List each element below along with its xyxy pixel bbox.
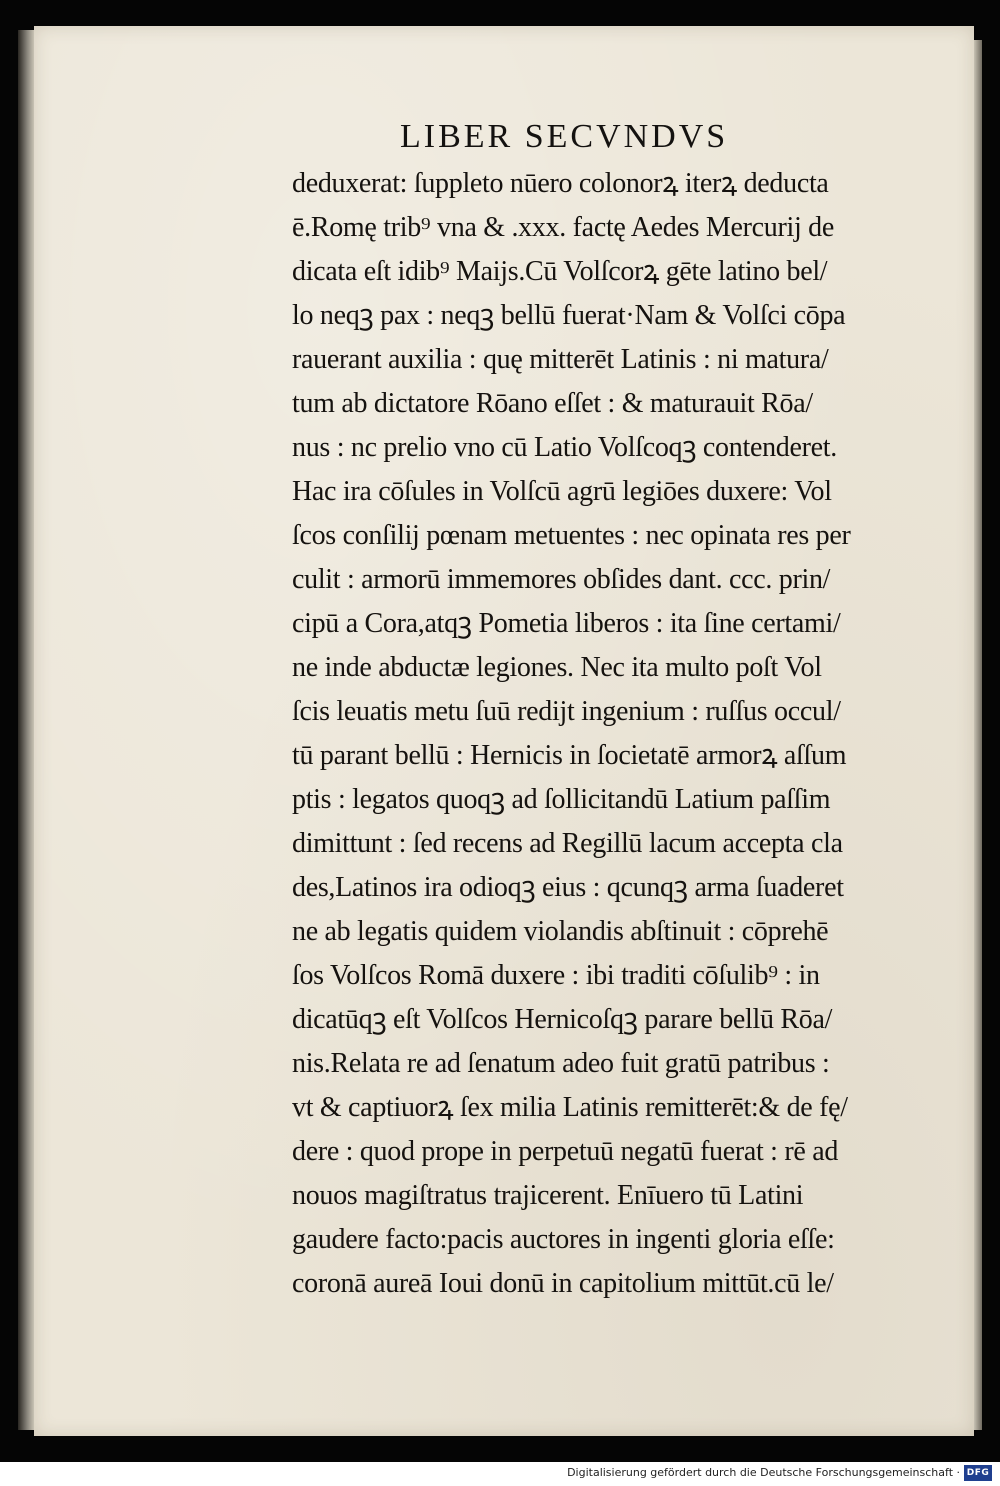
funding-credit: Digitalisierung gefördert durch die Deutsche Forschungsgemeinschaft ·: [567, 1466, 960, 1479]
text-line: vt & captiuorꝝ ſex milia Latinis remitterēt:& de fę/: [292, 1092, 848, 1123]
text-line: Hac ira cōſules in Volſcū agrū legiōes duxere: Vol: [292, 476, 832, 507]
text-block: [292, 162, 912, 1306]
running-head: LIBER SECVNDVS: [400, 118, 729, 155]
text-line: ne inde abductæ legiones. Nec ita multo poſt Vol: [292, 652, 822, 683]
text-line: dicata eſt idib⁹ Maijs.Cū Volſcorꝝ gēte latino bel/: [292, 256, 828, 287]
page-edge-right: [974, 40, 982, 1430]
text-line: nis.Relata re ad ſenatum adeo fuit gratū patribus :: [292, 1048, 830, 1079]
text-line: dimittunt : ſed recens ad Regillū lacum accepta cla: [292, 828, 843, 859]
text-line: ne ab legatis quidem violandis abſtinuit : cōprehē: [292, 916, 829, 947]
text-line: dere : quod prope in perpetuū negatū fuerat : rē ad: [292, 1136, 839, 1167]
page-edge-left: [18, 30, 34, 1430]
text-line: nus : nc prelio vno cū Latio Volſcoqꝫ contenderet.: [292, 432, 837, 463]
text-line: tum ab dictatore Rōano eſſet : & maturauit Rōa/: [292, 388, 813, 419]
text-line: des,Latinos ira odioqꝫ eius : qcunqꝫ arma ſuaderet: [292, 872, 844, 903]
text-line: ſcis leuatis metu ſuū redijt ingenium : ruſſus occul/: [292, 696, 841, 727]
text-line: deduxerat: ſuppleto nūero colonorꝝ iterꝝ deducta: [292, 168, 829, 199]
text-line: ē.Romę trib⁹ vna & .xxx. factę Aedes Mercurij de: [292, 212, 834, 243]
footer-bar: [0, 1462, 1000, 1486]
text-line: gaudere facto:pacis auctores in ingenti gloria eſſe:: [292, 1224, 835, 1255]
text-line: lo neqꝫ pax : neqꝫ bellū fuerat·Nam & Volſci cōpa: [292, 300, 846, 331]
text-line: cipū a Cora,atqꝫ Pometia liberos : ita ſine certami/: [292, 608, 841, 639]
text-line: rauerant auxilia : quę mitterēt Latinis : ni matura/: [292, 344, 829, 375]
text-line: coronā aureā Ioui donū in capitolium mittūt.cū le/: [292, 1268, 834, 1299]
text-line: dicatūqꝫ eſt Volſcos Hernicoſqꝫ parare bellū Rōa/: [292, 1004, 833, 1035]
text-line: ſos Volſcos Romā duxere : ibi traditi cōſulib⁹ : in: [292, 960, 820, 991]
text-line: tū parant bellū : Hernicis in ſocietatē armorꝝ aſſum: [292, 740, 847, 771]
text-line: ſcos conſilij pœnam metuentes : nec opinata res per: [292, 520, 851, 551]
text-line: ptis : legatos quoqꝫ ad ſollicitandū Latium paſſim: [292, 784, 831, 815]
text-line: culit : armorū immemores obſides dant. ccc. prin/: [292, 564, 831, 595]
dfg-logo-icon: DFG: [964, 1465, 992, 1481]
text-line: nouos magiſtratus trajicerent. Enīuero tū Latini: [292, 1180, 804, 1211]
